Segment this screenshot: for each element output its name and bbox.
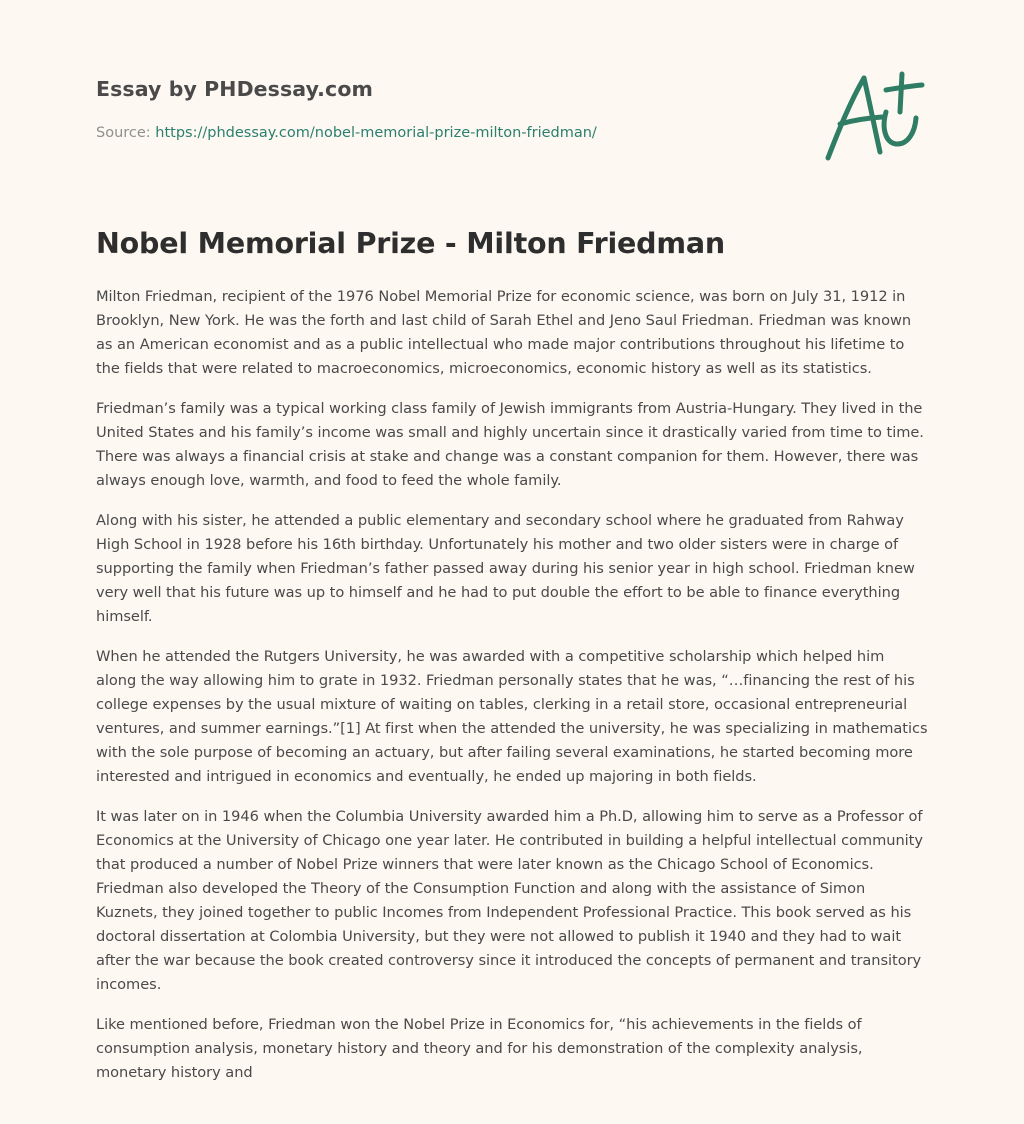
source-label: Source: <box>96 125 156 141</box>
source-line <box>96 123 796 143</box>
essay-paragraph: It was later on in 1946 when the Columbia University awarded him a Ph.D, allowing him to serve as a Professor of Economics at the University of Chicago one year later. He contributed in building a helpful intellectual community that produced a number of Nobel Prize winners that were later known as the Chicago School of Economics. Friedman also developed the Theory of the Consumption Function and along with the assistance of Simon Kuznets, they joined together to public Incomes from Independent Professional Practice. This book served as his doctoral dissertation at Colombia University, but they were not allowed to publish it 1940 and they had to wait after the war because the book created controversy since it introduced the concepts of permanent and transitory incomes. <box>96 808 923 993</box>
essay-paragraph: Friedman’s family was a typical working class family of Jewish immigrants from Austria-Hungary. They lived in the United States and his family’s income was small and highly uncertain since it drastically varied from time to time. There was always a financial crisis at stake and change was a constant companion for them. However, there was always enough love, warmth, and food to feed the whole family. <box>96 400 924 489</box>
essay-paragraph: Along with his sister, he attended a public elementary and secondary school where he graduated from Rahway High School in 1928 before his 16th birthday. Unfortunately his mother and two older sisters were in charge of supporting the family when Friedman’s father passed away during his senior year in high school. Friedman knew very well that his future was up to himself and he had to put double the effort to be able to finance everything himself. <box>96 512 915 625</box>
source-link[interactable]: https://phdessay.com/nobel-memorial-prize-milton-friedman/ <box>155 125 597 141</box>
a-plus-grade-icon <box>820 66 930 166</box>
essay-paragraph: Milton Friedman, recipient of the 1976 Nobel Memorial Prize for economic science, was born on July 31, 1912 in Brooklyn, New York. He was the forth and last child of Sarah Ethel and Jeno Saul Friedman. Friedman was known as an American economist and as a public intellectual who made major contributions throughout his lifetime to the fields that were related to macroeconomics, microeconomics, economic history as well as its statistics. <box>96 288 912 377</box>
essay-body <box>96 285 928 1101</box>
brand-title: Essay by PHDessay.com <box>96 77 373 101</box>
essay-title: Nobel Memorial Prize - Milton Friedman <box>96 227 726 260</box>
essay-paragraph: Like mentioned before, Friedman won the Nobel Prize in Economics for, “his achievements in the fields of consumption analysis, monetary history and theory and for his demonstration of the complexity analysis, monetary history and <box>96 1016 863 1081</box>
essay-paragraph: When he attended the Rutgers University, he was awarded with a competitive scholarship which helped him along the way allowing him to grate in 1932. Friedman personally states that he was, “…financing the rest of his college expenses by the usual mixture of waiting on tables, clerking in a retail store, occasional entrepreneurial ventures, and summer earnings.”[1] At first when the attended the university, he was specializing in mathematics with the sole purpose of becoming an actuary, but after failing several examinations, he started becoming more interested and intrigued in economics and eventually, he ended up majoring in both fields. <box>96 648 928 785</box>
header <box>96 74 796 143</box>
